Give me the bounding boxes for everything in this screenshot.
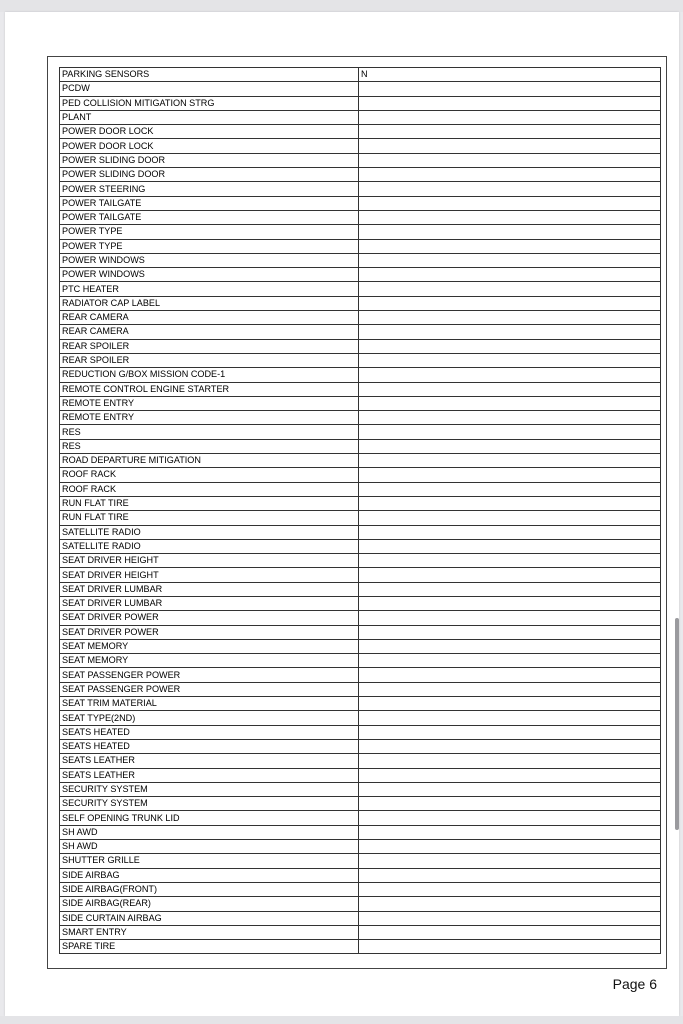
option-value-cell (359, 739, 661, 753)
table-row (60, 882, 661, 896)
table-row (60, 840, 661, 854)
option-name-cell: REAR SPOILER (60, 353, 359, 367)
option-value-cell (359, 854, 661, 868)
table-row (60, 811, 661, 825)
option-name-cell: RUN FLAT TIRE (60, 496, 359, 510)
scrollbar-thumb[interactable] (675, 618, 679, 830)
table-row (60, 396, 661, 410)
option-name-cell: SEATS LEATHER (60, 768, 359, 782)
table-row (60, 525, 661, 539)
table-row (60, 282, 661, 296)
table-row (60, 225, 661, 239)
option-value-cell (359, 239, 661, 253)
option-name-cell: REMOTE ENTRY (60, 396, 359, 410)
option-value-cell (359, 625, 661, 639)
option-value-cell (359, 697, 661, 711)
table-row (60, 368, 661, 382)
option-value-cell (359, 611, 661, 625)
table-row (60, 940, 661, 954)
option-value-cell (359, 368, 661, 382)
option-value-cell (359, 682, 661, 696)
option-name-cell: SEAT TRIM MATERIAL (60, 697, 359, 711)
table-row (60, 210, 661, 224)
option-value-cell (359, 582, 661, 596)
viewer-bottom-bar (0, 1016, 683, 1024)
vehicle-options-table (59, 67, 661, 954)
option-value-cell (359, 339, 661, 353)
option-value-cell (359, 225, 661, 239)
option-name-cell: ROOF RACK (60, 468, 359, 482)
table-row (60, 296, 661, 310)
option-name-cell: SECURITY SYSTEM (60, 782, 359, 796)
option-name-cell: SHUTTER GRILLE (60, 854, 359, 868)
option-value-cell (359, 425, 661, 439)
option-value-cell (359, 882, 661, 896)
options-table-body (60, 68, 661, 954)
option-name-cell: SEAT DRIVER LUMBAR (60, 596, 359, 610)
option-name-cell: REAR CAMERA (60, 325, 359, 339)
table-row (60, 596, 661, 610)
option-value-cell (359, 396, 661, 410)
option-name-cell: POWER TAILGATE (60, 210, 359, 224)
table-row (60, 153, 661, 167)
option-value-cell (359, 382, 661, 396)
option-name-cell: SEAT DRIVER HEIGHT (60, 568, 359, 582)
option-value-cell (359, 511, 661, 525)
option-name-cell: POWER WINDOWS (60, 268, 359, 282)
table-row (60, 911, 661, 925)
option-value-cell (359, 825, 661, 839)
table-row (60, 411, 661, 425)
option-name-cell: SEAT DRIVER HEIGHT (60, 554, 359, 568)
option-value-cell (359, 768, 661, 782)
table-row (60, 925, 661, 939)
option-value-cell (359, 811, 661, 825)
option-value-cell (359, 168, 661, 182)
option-value-cell (359, 353, 661, 367)
option-name-cell: POWER SLIDING DOOR (60, 153, 359, 167)
option-name-cell: SECURITY SYSTEM (60, 797, 359, 811)
option-value-cell (359, 125, 661, 139)
option-name-cell: REDUCTION G/BOX MISSION CODE-1 (60, 368, 359, 382)
option-value-cell (359, 654, 661, 668)
table-row (60, 697, 661, 711)
option-value-cell (359, 268, 661, 282)
option-name-cell: POWER STEERING (60, 182, 359, 196)
option-name-cell: POWER DOOR LOCK (60, 125, 359, 139)
option-value-cell (359, 897, 661, 911)
option-name-cell: POWER TYPE (60, 225, 359, 239)
table-row (60, 239, 661, 253)
option-name-cell: SEAT MEMORY (60, 654, 359, 668)
option-name-cell: PARKING SENSORS (60, 68, 359, 82)
option-name-cell: SEAT DRIVER POWER (60, 625, 359, 639)
table-row (60, 82, 661, 96)
option-value-cell (359, 525, 661, 539)
option-name-cell: RES (60, 425, 359, 439)
option-name-cell: SH AWD (60, 825, 359, 839)
option-name-cell: SH AWD (60, 840, 359, 854)
table-row (60, 68, 661, 82)
table-row (60, 868, 661, 882)
table-row (60, 496, 661, 510)
option-value-cell (359, 282, 661, 296)
option-name-cell: SPARE TIRE (60, 940, 359, 954)
option-value-cell (359, 311, 661, 325)
option-name-cell: ROOF RACK (60, 482, 359, 496)
option-value-cell (359, 539, 661, 553)
option-value-cell (359, 153, 661, 167)
option-value-cell (359, 797, 661, 811)
option-value-cell (359, 182, 661, 196)
table-row (60, 125, 661, 139)
option-value-cell (359, 296, 661, 310)
option-name-cell: RUN FLAT TIRE (60, 511, 359, 525)
table-row (60, 253, 661, 267)
option-value-cell (359, 725, 661, 739)
option-value-cell (359, 210, 661, 224)
option-value-cell (359, 196, 661, 210)
table-row (60, 353, 661, 367)
option-name-cell: PTC HEATER (60, 282, 359, 296)
option-value-cell (359, 96, 661, 110)
option-value-cell (359, 454, 661, 468)
option-value-cell (359, 496, 661, 510)
table-row (60, 325, 661, 339)
option-value-cell (359, 411, 661, 425)
table-row (60, 682, 661, 696)
option-name-cell: RADIATOR CAP LABEL (60, 296, 359, 310)
option-value-cell (359, 596, 661, 610)
option-name-cell: POWER TAILGATE (60, 196, 359, 210)
option-name-cell: SEATS HEATED (60, 725, 359, 739)
option-name-cell: SIDE CURTAIN AIRBAG (60, 911, 359, 925)
table-row (60, 382, 661, 396)
table-row (60, 625, 661, 639)
table-row (60, 711, 661, 725)
option-name-cell: REMOTE CONTROL ENGINE STARTER (60, 382, 359, 396)
table-row (60, 268, 661, 282)
option-name-cell: REAR CAMERA (60, 311, 359, 325)
table-row (60, 439, 661, 453)
option-value-cell (359, 139, 661, 153)
table-row (60, 168, 661, 182)
table-row (60, 754, 661, 768)
option-value-cell (359, 554, 661, 568)
table-row (60, 511, 661, 525)
option-value-cell (359, 439, 661, 453)
option-name-cell: SEAT TYPE(2ND) (60, 711, 359, 725)
option-name-cell: SEAT MEMORY (60, 639, 359, 653)
table-row (60, 739, 661, 753)
table-row (60, 454, 661, 468)
viewer-top-bar (0, 0, 683, 12)
option-name-cell: SEATS LEATHER (60, 754, 359, 768)
table-row (60, 339, 661, 353)
page-number: Page 6 (612, 976, 657, 992)
table-row (60, 425, 661, 439)
option-name-cell: RES (60, 439, 359, 453)
table-row (60, 568, 661, 582)
option-name-cell: POWER DOOR LOCK (60, 139, 359, 153)
option-name-cell: PED COLLISION MITIGATION STRG (60, 96, 359, 110)
table-row (60, 96, 661, 110)
option-name-cell: SELF OPENING TRUNK LID (60, 811, 359, 825)
table-row (60, 668, 661, 682)
option-value-cell (359, 925, 661, 939)
option-value-cell (359, 639, 661, 653)
table-row (60, 311, 661, 325)
option-value-cell (359, 782, 661, 796)
option-name-cell: POWER SLIDING DOOR (60, 168, 359, 182)
option-name-cell: ROAD DEPARTURE MITIGATION (60, 454, 359, 468)
option-name-cell: POWER WINDOWS (60, 253, 359, 267)
option-name-cell: SEAT DRIVER LUMBAR (60, 582, 359, 596)
table-row (60, 639, 661, 653)
option-name-cell: REMOTE ENTRY (60, 411, 359, 425)
table-row (60, 554, 661, 568)
option-value-cell (359, 482, 661, 496)
option-value-cell (359, 711, 661, 725)
table-row (60, 611, 661, 625)
table-row (60, 782, 661, 796)
table-row (60, 797, 661, 811)
table-row (60, 854, 661, 868)
table-row (60, 196, 661, 210)
option-value-cell (359, 110, 661, 124)
option-value-cell (359, 754, 661, 768)
option-name-cell: SMART ENTRY (60, 925, 359, 939)
option-name-cell: SATELLITE RADIO (60, 525, 359, 539)
table-row (60, 110, 661, 124)
option-name-cell: SIDE AIRBAG(REAR) (60, 897, 359, 911)
option-name-cell: REAR SPOILER (60, 339, 359, 353)
option-name-cell: SEAT PASSENGER POWER (60, 682, 359, 696)
option-value-cell (359, 468, 661, 482)
table-row (60, 725, 661, 739)
option-value-cell: N (359, 68, 661, 82)
option-value-cell (359, 840, 661, 854)
option-name-cell: PLANT (60, 110, 359, 124)
table-row (60, 654, 661, 668)
table-row (60, 539, 661, 553)
table-row (60, 582, 661, 596)
option-name-cell: POWER TYPE (60, 239, 359, 253)
option-name-cell: SEAT DRIVER POWER (60, 611, 359, 625)
option-value-cell (359, 911, 661, 925)
table-row (60, 482, 661, 496)
table-row (60, 825, 661, 839)
option-name-cell: SATELLITE RADIO (60, 539, 359, 553)
option-value-cell (359, 325, 661, 339)
table-row (60, 468, 661, 482)
option-value-cell (359, 253, 661, 267)
option-name-cell: SIDE AIRBAG(FRONT) (60, 882, 359, 896)
table-row (60, 182, 661, 196)
option-name-cell: SEATS HEATED (60, 739, 359, 753)
option-name-cell: PCDW (60, 82, 359, 96)
option-value-cell (359, 868, 661, 882)
option-name-cell: SEAT PASSENGER POWER (60, 668, 359, 682)
table-row (60, 139, 661, 153)
table-row (60, 897, 661, 911)
option-value-cell (359, 940, 661, 954)
option-value-cell (359, 568, 661, 582)
option-value-cell (359, 668, 661, 682)
option-value-cell (359, 82, 661, 96)
table-row (60, 768, 661, 782)
option-name-cell: SIDE AIRBAG (60, 868, 359, 882)
